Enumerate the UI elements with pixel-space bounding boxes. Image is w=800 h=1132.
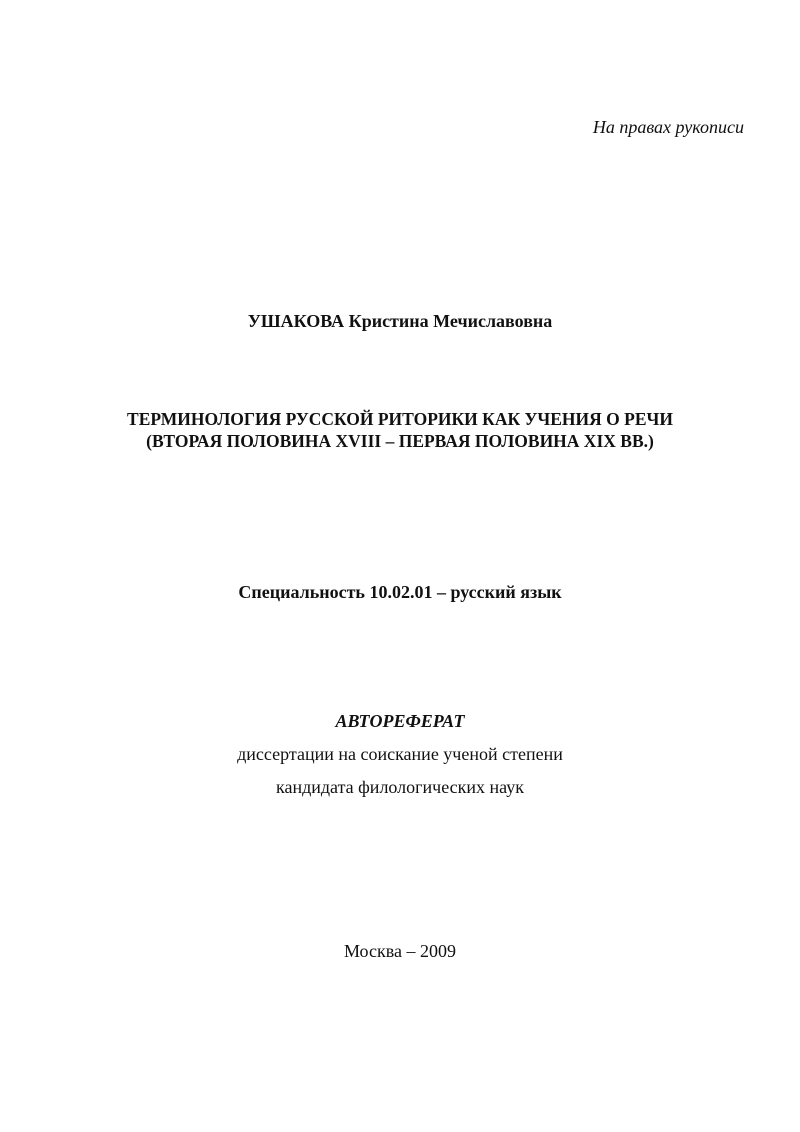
place-and-year: Москва – 2009 bbox=[344, 941, 456, 961]
specialty: Специальность 10.02.01 – русский язык bbox=[238, 582, 562, 602]
document-type: АВТОРЕФЕРАТ bbox=[335, 711, 465, 731]
manuscript-rights-note: На правах рукописи bbox=[592, 117, 744, 137]
dissertation-title-line-2: (ВТОРАЯ ПОЛОВИНА XVIII – ПЕРВАЯ ПОЛОВИНА XIX ВВ.) bbox=[146, 431, 654, 451]
description-line-2: кандидата филологических наук bbox=[276, 777, 524, 797]
author-name: УШАКОВА Кристина Мечиславовна bbox=[247, 311, 553, 331]
description-line-1: диссертации на соискание ученой степени bbox=[237, 744, 563, 764]
dissertation-title-line-1: ТЕРМИНОЛОГИЯ РУССКОЙ РИТОРИКИ КАК УЧЕНИЯ О РЕЧИ bbox=[127, 409, 673, 429]
